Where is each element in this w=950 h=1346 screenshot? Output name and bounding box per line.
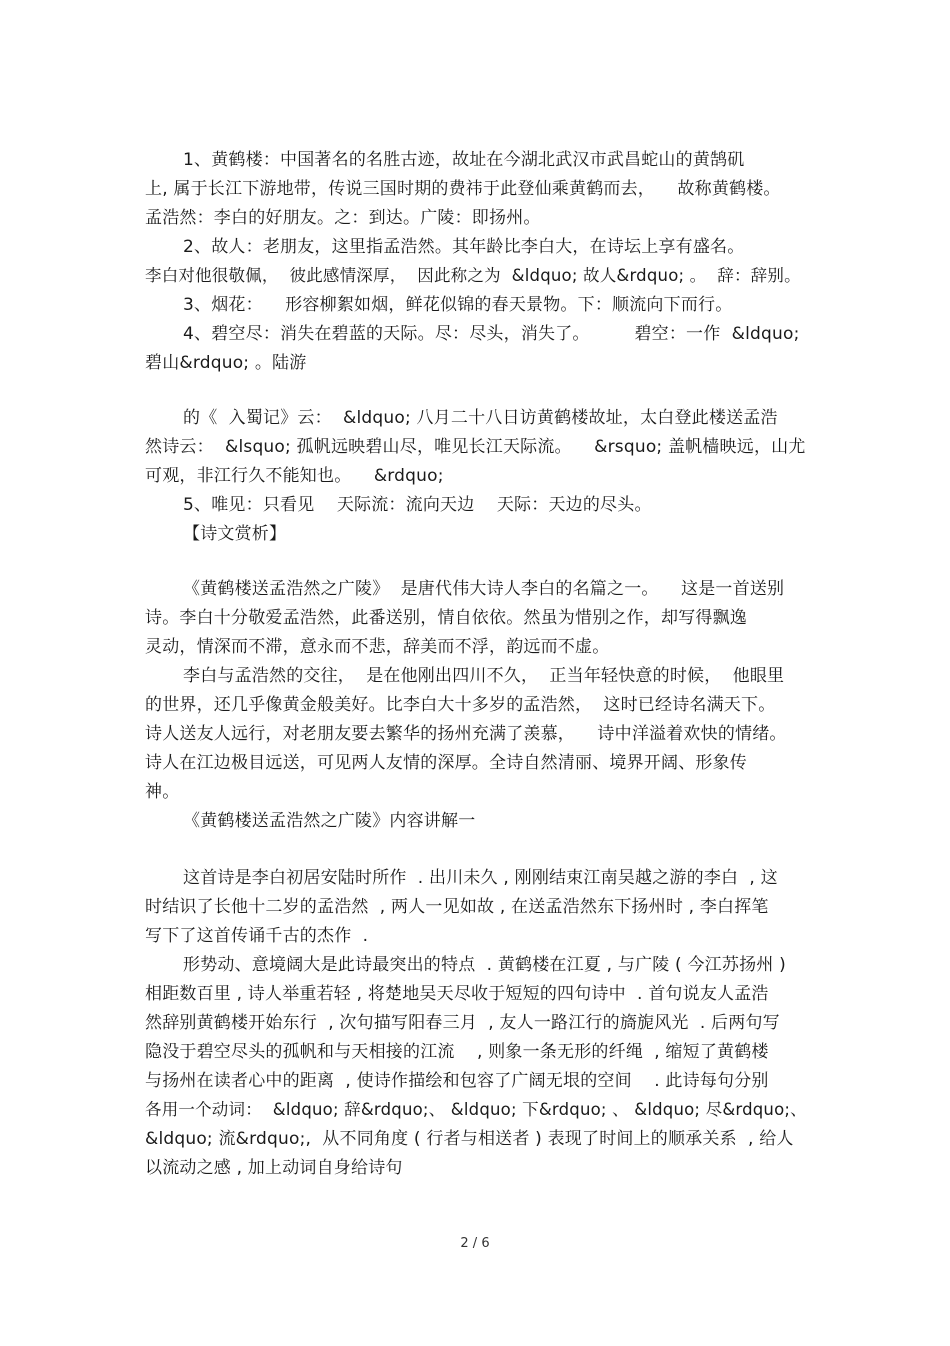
text-line: 然诗云： &lsquo; 孤帆远映碧山尽，唯见长江天际流。 &rsquo; 盖帆樯映远，山尤 xyxy=(145,437,806,457)
text-line: 写下了这首传诵千古的杰作 . xyxy=(145,926,369,946)
text-line: 神。 xyxy=(145,782,180,802)
text-line: 诗人送友人远行，对老朋友要去繁华的扬州充满了羡慕， 诗中洋溢着欢快的情绪。 xyxy=(145,724,787,744)
text-line: 可观，非江行久不能知也。 &rdquo; xyxy=(145,466,444,486)
text-line: 李白对他很敬佩， 彼此感情深厚， 因此称之为 &ldquo; 故人&rdquo; 。 辞：辞别。 xyxy=(145,266,801,285)
text-line: 各用一个动词： &ldquo; 辞&rdquo;、 &ldquo; 下&rdquo; 、 &ldquo; 尽&rdquo;、 xyxy=(145,1100,807,1119)
text-line: 的《 入蜀记》云： &ldquo; 八月二十八日访黄鹤楼故址，太白登此楼送孟浩 xyxy=(183,408,778,428)
text-line: 碧山&rdquo; 。陆游 xyxy=(145,353,307,373)
text-line: &ldquo; 流&rdquo;, 从不同角度 ( 行者与相送者 ) 表现了时间上的顺承关系 , 给人 xyxy=(145,1129,794,1149)
text-line: 相距数百里 , 诗人举重若轻 , 将楚地吴天尽收于短短的四句诗中 . 首句说友人孟浩 xyxy=(145,984,769,1004)
text-line: 时结识了长他十二岁的孟浩然 , 两人一见如故 , 在送孟浩然东下扬州时 , 李白挥笔 xyxy=(145,897,769,917)
text-line: 这首诗是李白初居安陆时所作 . 出川未久 , 刚刚结束江南吴越之游的李白 , 这 xyxy=(183,868,778,888)
text-line: 孟浩然：李白的好朋友。之：到达。广陵：即扬州。 xyxy=(145,208,541,228)
text-line: 的世界，还几乎像黄金般美好。比李白大十多岁的孟浩然， 这时已经诗名满天下。 xyxy=(145,695,776,715)
text-line: 隐没于碧空尽头的孤帆和与天相接的江流 , 则象一条无形的纤绳 , 缩短了黄鹤楼 xyxy=(145,1042,769,1062)
section-heading: 《黄鹤楼送孟浩然之广陵》内容讲解一 xyxy=(183,811,476,831)
text-line: 然辞别黄鹤楼开始东行 , 次句描写阳春三月 , 友人一路江行的旖旎风光 . 后两句写 xyxy=(145,1013,780,1033)
text-line: 以流动之感 , 加上动词自身给诗句 xyxy=(145,1158,403,1178)
text-line: 3、烟花： 形容柳絮如烟，鲜花似锦的春天景物。下：顺流向下而行。 xyxy=(183,295,733,315)
section-heading: 【诗文赏析】 xyxy=(183,524,287,544)
text-line: 4、碧空尽：消失在碧蓝的天际。尽：尽头，消失了。 碧空：一作 &ldquo; xyxy=(183,324,800,344)
text-line: 5、唯见：只看见 天际流：流向天边 天际：天边的尽头。 xyxy=(183,495,652,515)
text-line: 《黄鹤楼送孟浩然之广陵》 是唐代伟大诗人李白的名篇之一。 这是一首送别 xyxy=(183,579,785,599)
text-line: 1、黄鹤楼：中国著名的名胜古迹，故址在今湖北武汉市武昌蛇山的黄鹄矶 xyxy=(183,150,745,170)
page-number: 2 / 6 xyxy=(460,1236,490,1251)
text-line: 形势动、意境阔大是此诗最突出的特点 . 黄鹤楼在江夏 , 与广陵 ( 今江苏扬州 ) xyxy=(183,955,786,975)
text-line: 诗人在江边极目远送，可见两人友情的深厚。全诗自然清丽、境界开阔、形象传 xyxy=(145,753,747,773)
text-line: 李白与孟浩然的交往， 是在他刚出四川不久， 正当年轻快意的时候， 他眼里 xyxy=(183,666,785,686)
text-line: 与扬州在读者心中的距离 , 使诗作描绘和包容了广阔无垠的空间 . 此诗每句分别 xyxy=(145,1071,769,1091)
text-line: 灵动，情深而不滞，意永而不悲，辞美而不浮，韵远而不虚。 xyxy=(145,637,610,657)
text-line: 上, 属于长江下游地带，传说三国时期的费祎于此登仙乘黄鹤而去， 故称黄鹤楼。 xyxy=(145,179,781,199)
text-line: 诗。李白十分敬爱孟浩然，此番送别，情自依依。然虽为惜别之作，却写得飘逸 xyxy=(145,608,747,628)
text-line: 2、故人：老朋友，这里指孟浩然。其年龄比李白大，在诗坛上享有盛名。 xyxy=(183,237,745,257)
